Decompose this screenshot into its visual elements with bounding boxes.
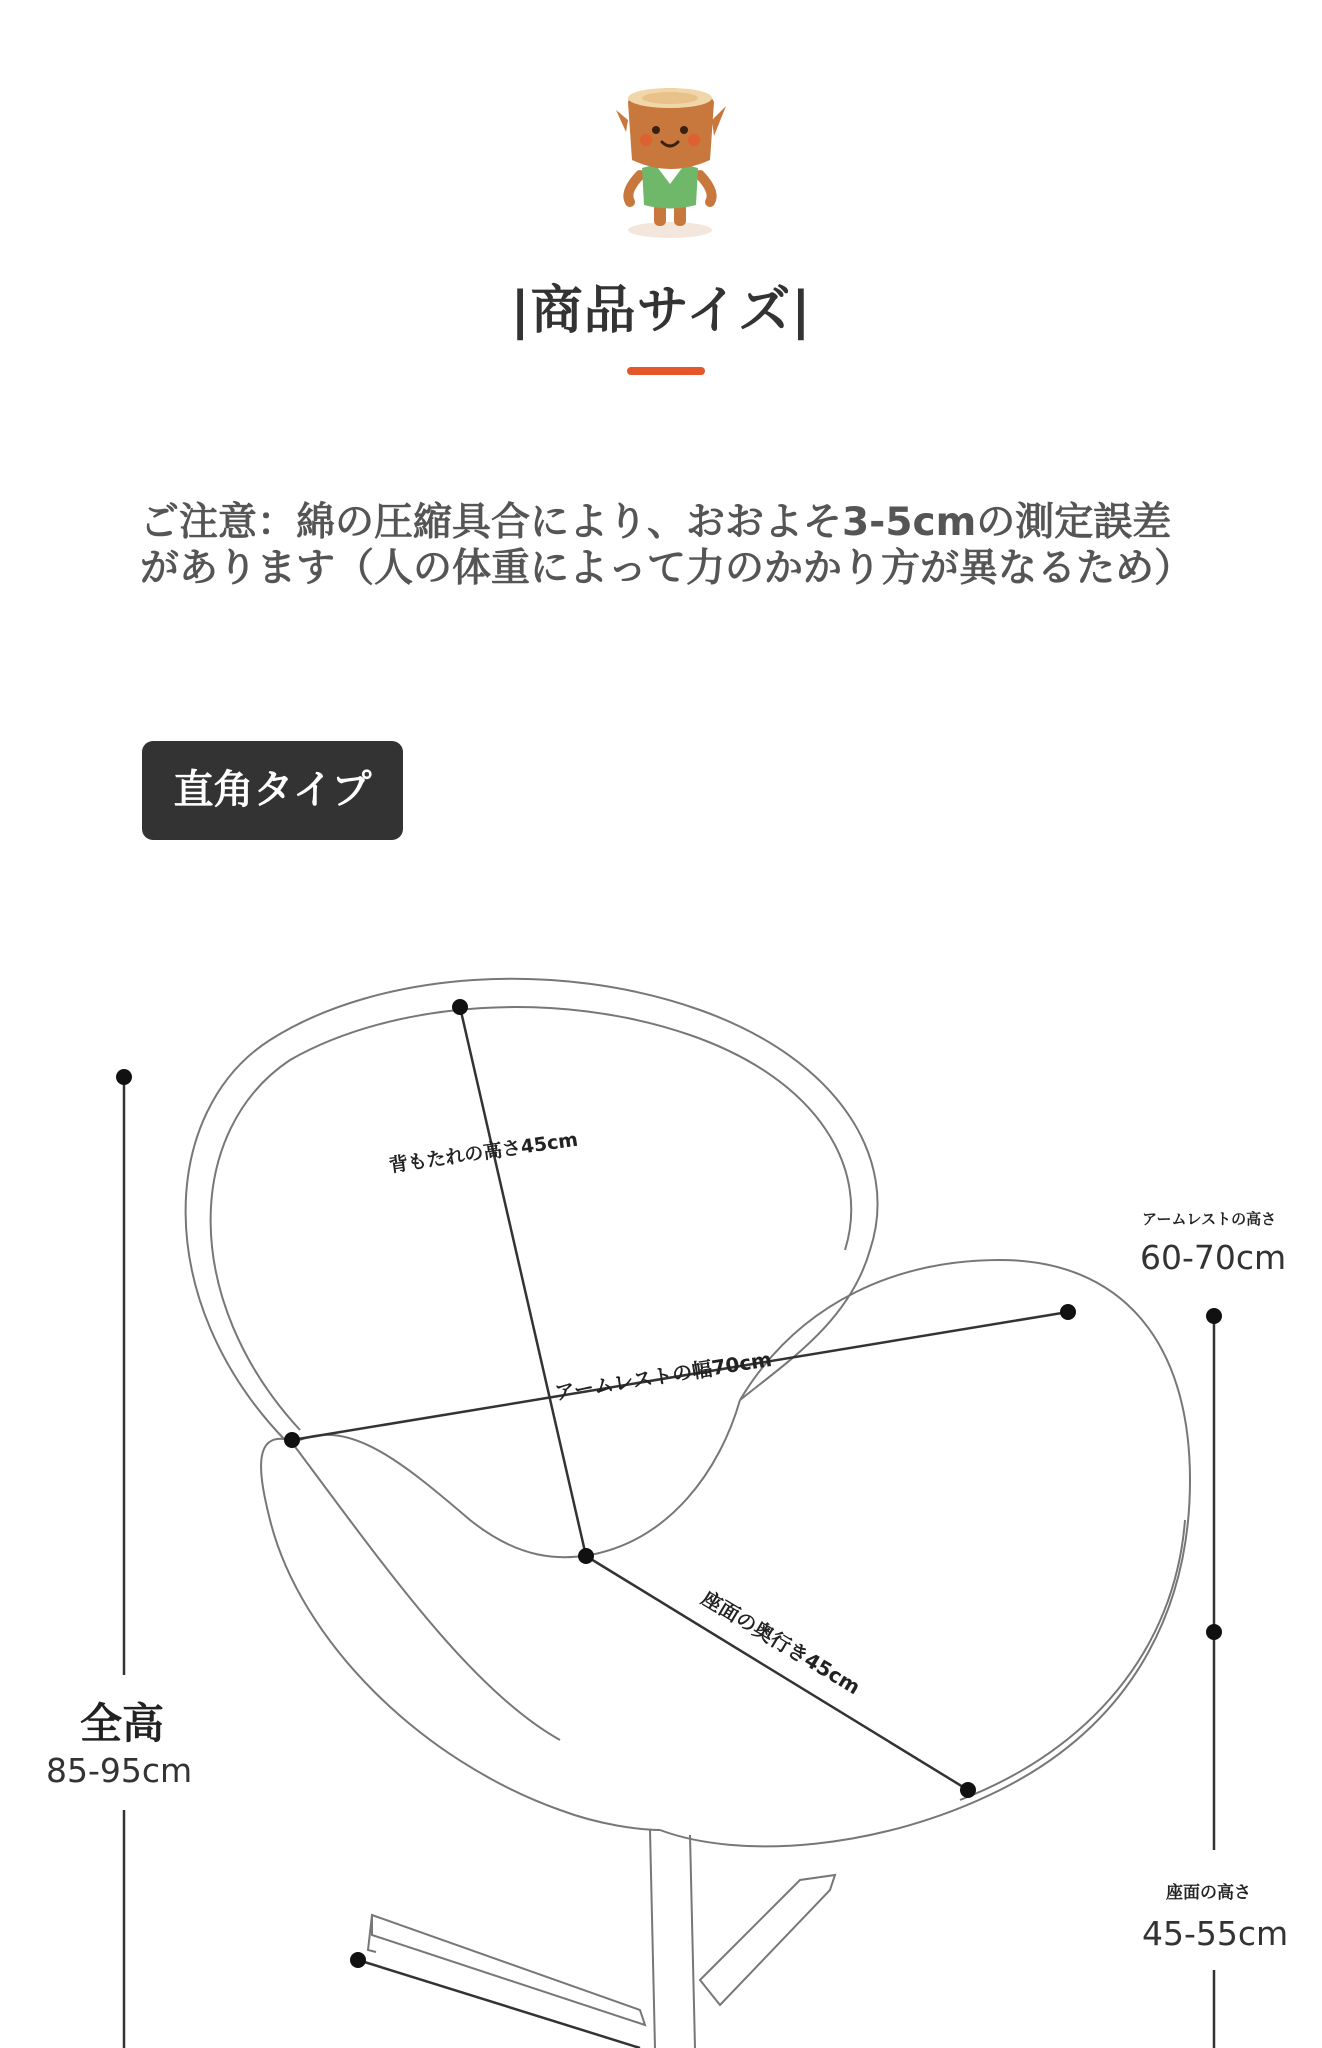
seat-height-title: 座面の高さ (1166, 1883, 1251, 1903)
measurement-notice (140, 500, 1200, 592)
armrest-height-value: 60-70cm (1140, 1238, 1287, 1277)
total-height-title: 全高 (80, 1699, 165, 1748)
chair-dimension-diagram (0, 960, 1322, 2048)
type-badge (142, 741, 403, 840)
backrest-height-label: 背もたれの高さ45cm (387, 1128, 580, 1177)
tree-stump-mascot-icon (610, 80, 730, 240)
measure-lines (124, 1007, 1214, 2048)
backrest-height-line (460, 1007, 586, 1556)
seat-depth-line (586, 1556, 968, 1790)
notice-line-1: ご注意：綿の圧縮具合により、おおよそ3-5cmの測定誤差 (140, 500, 1172, 545)
armrest-width-label: アームレストの幅70cm (553, 1346, 774, 1405)
title-underline (627, 367, 705, 375)
page-title: |商品サイズ| (510, 281, 812, 341)
seat-height-value: 45-55cm (1142, 1914, 1289, 1953)
chair-outline (186, 979, 1190, 2048)
base-width-line (358, 1960, 640, 2048)
measure-points (116, 999, 1222, 1968)
armrest-height-title: アームレストの高さ (1142, 1210, 1277, 1228)
total-height-value: 85-95cm (46, 1751, 193, 1790)
notice-line-2: があります（人の体重によって力のかかり方が異なるため） (140, 546, 1194, 591)
type-badge-label: 直角タイプ (173, 767, 372, 813)
seat-depth-label: 座面の奥行き45cm (697, 1585, 865, 1700)
